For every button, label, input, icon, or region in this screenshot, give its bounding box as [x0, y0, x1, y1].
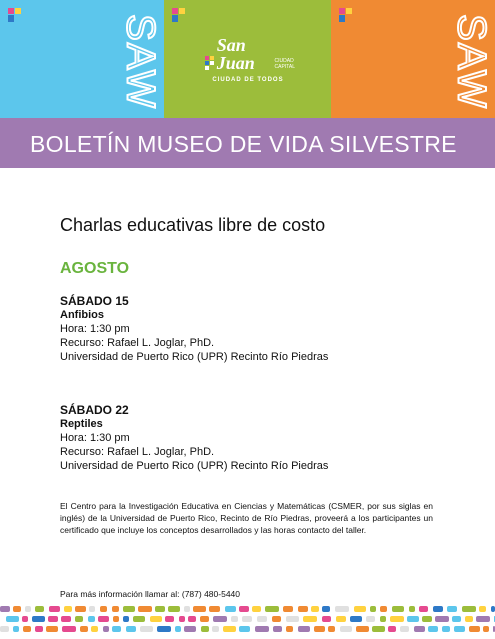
footer-dash	[476, 616, 490, 622]
footer-dash	[88, 616, 95, 622]
footer-dash	[200, 616, 209, 622]
footer-dash	[89, 606, 95, 612]
footer-dash	[165, 616, 174, 622]
footer-dash	[380, 616, 386, 622]
corner-logo-icon	[172, 8, 188, 22]
footer-dash	[350, 616, 362, 622]
footer-dash	[340, 626, 352, 632]
event-time: Hora: 1:30 pm	[60, 432, 130, 444]
footer-dash	[311, 606, 319, 612]
footer-dash	[322, 606, 330, 612]
footer-dash	[483, 626, 489, 632]
footer-dash	[126, 626, 136, 632]
footer-dash	[452, 616, 461, 622]
contact-line: Para más información llamar al: (787) 480-5440	[60, 589, 241, 599]
footer-dash	[100, 606, 107, 612]
panel-lettering: SAW	[118, 14, 163, 110]
footer-dash	[414, 626, 425, 632]
footer-dash	[179, 616, 185, 622]
footer-dash	[193, 606, 206, 612]
footer-dash	[46, 626, 58, 632]
footer-dash	[255, 626, 269, 632]
event-time: Hora: 1:30 pm	[60, 323, 130, 335]
footer-dash	[356, 626, 369, 632]
footer-dash	[213, 616, 227, 622]
event-block	[60, 403, 440, 473]
footer-dash	[13, 626, 19, 632]
footer-dash	[91, 626, 98, 632]
footer-dash	[112, 606, 119, 612]
footer-dash	[175, 626, 181, 632]
footer-dash	[62, 626, 76, 632]
footer-dash	[433, 606, 443, 612]
footer-dash	[0, 606, 10, 612]
event-block	[60, 294, 440, 364]
logo-tagline: CIUDAD DE TODOS	[212, 77, 284, 83]
title-band	[0, 118, 495, 168]
event-resource: Recurso: Rafael L. Joglar, PhD.	[60, 337, 215, 349]
footer-dash	[380, 606, 387, 612]
footer-dash	[286, 616, 299, 622]
footer-dash	[113, 616, 119, 622]
footer-dash	[322, 616, 331, 622]
footer-dash	[388, 626, 396, 632]
footer-dash	[265, 606, 279, 612]
footer-dash	[98, 616, 109, 622]
footer-dash	[48, 616, 58, 622]
footer-dash	[303, 616, 317, 622]
panel-lettering: SAW	[449, 14, 494, 110]
footer-dash	[49, 606, 60, 612]
footer-dash	[239, 626, 250, 632]
footer-dash	[61, 616, 71, 622]
footer-dash	[442, 626, 450, 632]
footer-dash	[242, 616, 252, 622]
footer-dash	[35, 606, 44, 612]
footer-dash	[184, 606, 190, 612]
footer-dash	[155, 606, 165, 612]
logo-name: San Juan	[216, 35, 255, 73]
month-heading: AGOSTO	[60, 260, 130, 277]
header-banner	[0, 0, 495, 118]
footer-dash	[407, 616, 419, 622]
footer-dash	[283, 606, 293, 612]
banner-panel-blue	[0, 0, 164, 118]
footer-dash	[400, 626, 409, 632]
event-resource: Recurso: Rafael L. Joglar, PhD.	[60, 446, 215, 458]
footer-dash	[75, 616, 83, 622]
footer-dash	[454, 626, 465, 632]
footer-dash	[103, 626, 109, 632]
footer-dash	[184, 626, 196, 632]
logo-small-text: CIUDAD CAPITAL	[274, 58, 295, 70]
footer-dash	[168, 606, 180, 612]
footer-dash	[491, 606, 495, 612]
footer-dash	[188, 616, 196, 622]
event-place: Universidad de Puerto Rico (UPR) Recinto Río Piedras	[60, 460, 329, 472]
footer-dash	[75, 606, 86, 612]
footer-dash	[335, 606, 349, 612]
footer-dash	[32, 616, 45, 622]
certificate-paragraph: El Centro para la Investigación Educativa en Ciencias y Matemáticas (CSMER, por sus siglas en inglés) de la Universidad de Puerto Rico, Recinto de Río Piedras, proveerá a los participantes un certificado que incluye los conceptos desarrollados y las horas contacto del taller.	[60, 501, 433, 535]
footer-dash	[298, 626, 310, 632]
footer-dash	[112, 626, 121, 632]
footer-dash	[479, 606, 486, 612]
event-topic: Anfibios	[60, 309, 104, 321]
footer-dash	[462, 606, 476, 612]
footer-dash	[0, 626, 9, 632]
footer-dash	[336, 616, 346, 622]
san-juan-logo	[205, 35, 295, 83]
footer-dash	[419, 606, 428, 612]
footer-dash	[212, 626, 219, 632]
footer-dash	[201, 626, 209, 632]
footer-dash	[35, 626, 43, 632]
footer-dash	[138, 606, 152, 612]
footer-dash	[447, 606, 457, 612]
event-topic: Reptiles	[60, 418, 103, 430]
footer-dash	[392, 606, 404, 612]
footer-dash	[25, 606, 31, 612]
footer-dash	[123, 606, 135, 612]
footer-dash	[6, 616, 19, 622]
footer-dash	[428, 626, 438, 632]
footer-dash	[409, 606, 415, 612]
footer-dash	[140, 626, 153, 632]
footer-dash	[150, 616, 162, 622]
footer-dash	[64, 606, 72, 612]
page-title: BOLETÍN MUSEO DE VIDA SILVESTRE	[30, 131, 457, 157]
footer-dash	[239, 606, 249, 612]
logo-mark-icon	[205, 56, 213, 72]
footer-dash	[225, 606, 236, 612]
footer-dash	[209, 606, 220, 612]
footer-dash	[298, 606, 308, 612]
footer-dash	[465, 616, 473, 622]
footer-dash	[22, 616, 28, 622]
footer-dash	[123, 616, 129, 622]
footer-dash	[133, 616, 145, 622]
footer-dash	[157, 626, 171, 632]
footer-dash	[314, 626, 325, 632]
corner-logo-icon	[8, 8, 24, 22]
footer-dash	[80, 626, 88, 632]
footer-dash	[372, 626, 385, 632]
banner-panel-orange	[331, 0, 495, 118]
footer-dash	[223, 626, 236, 632]
footer-dash	[390, 616, 404, 622]
footer-dash	[252, 606, 261, 612]
footer-dash	[354, 606, 366, 612]
decorative-footer-pattern	[0, 604, 495, 639]
footer-dash	[286, 626, 293, 632]
event-day: SÁBADO 15	[60, 294, 129, 308]
footer-dash	[435, 616, 449, 622]
footer-dash	[370, 606, 376, 612]
footer-dash	[272, 616, 281, 622]
subtitle: Charlas educativas libre de costo	[60, 215, 326, 235]
footer-dash	[231, 616, 238, 622]
footer-dash	[422, 616, 432, 622]
footer-dash	[366, 616, 375, 622]
event-day: SÁBADO 22	[60, 403, 129, 417]
footer-dash	[13, 606, 21, 612]
corner-logo-icon	[339, 8, 355, 22]
footer-dash	[23, 626, 31, 632]
footer-dash	[257, 616, 267, 622]
footer-dash	[469, 626, 480, 632]
footer-dash	[328, 626, 335, 632]
event-place: Universidad de Puerto Rico (UPR) Recinto Río Piedras	[60, 351, 329, 363]
footer-dash	[273, 626, 282, 632]
